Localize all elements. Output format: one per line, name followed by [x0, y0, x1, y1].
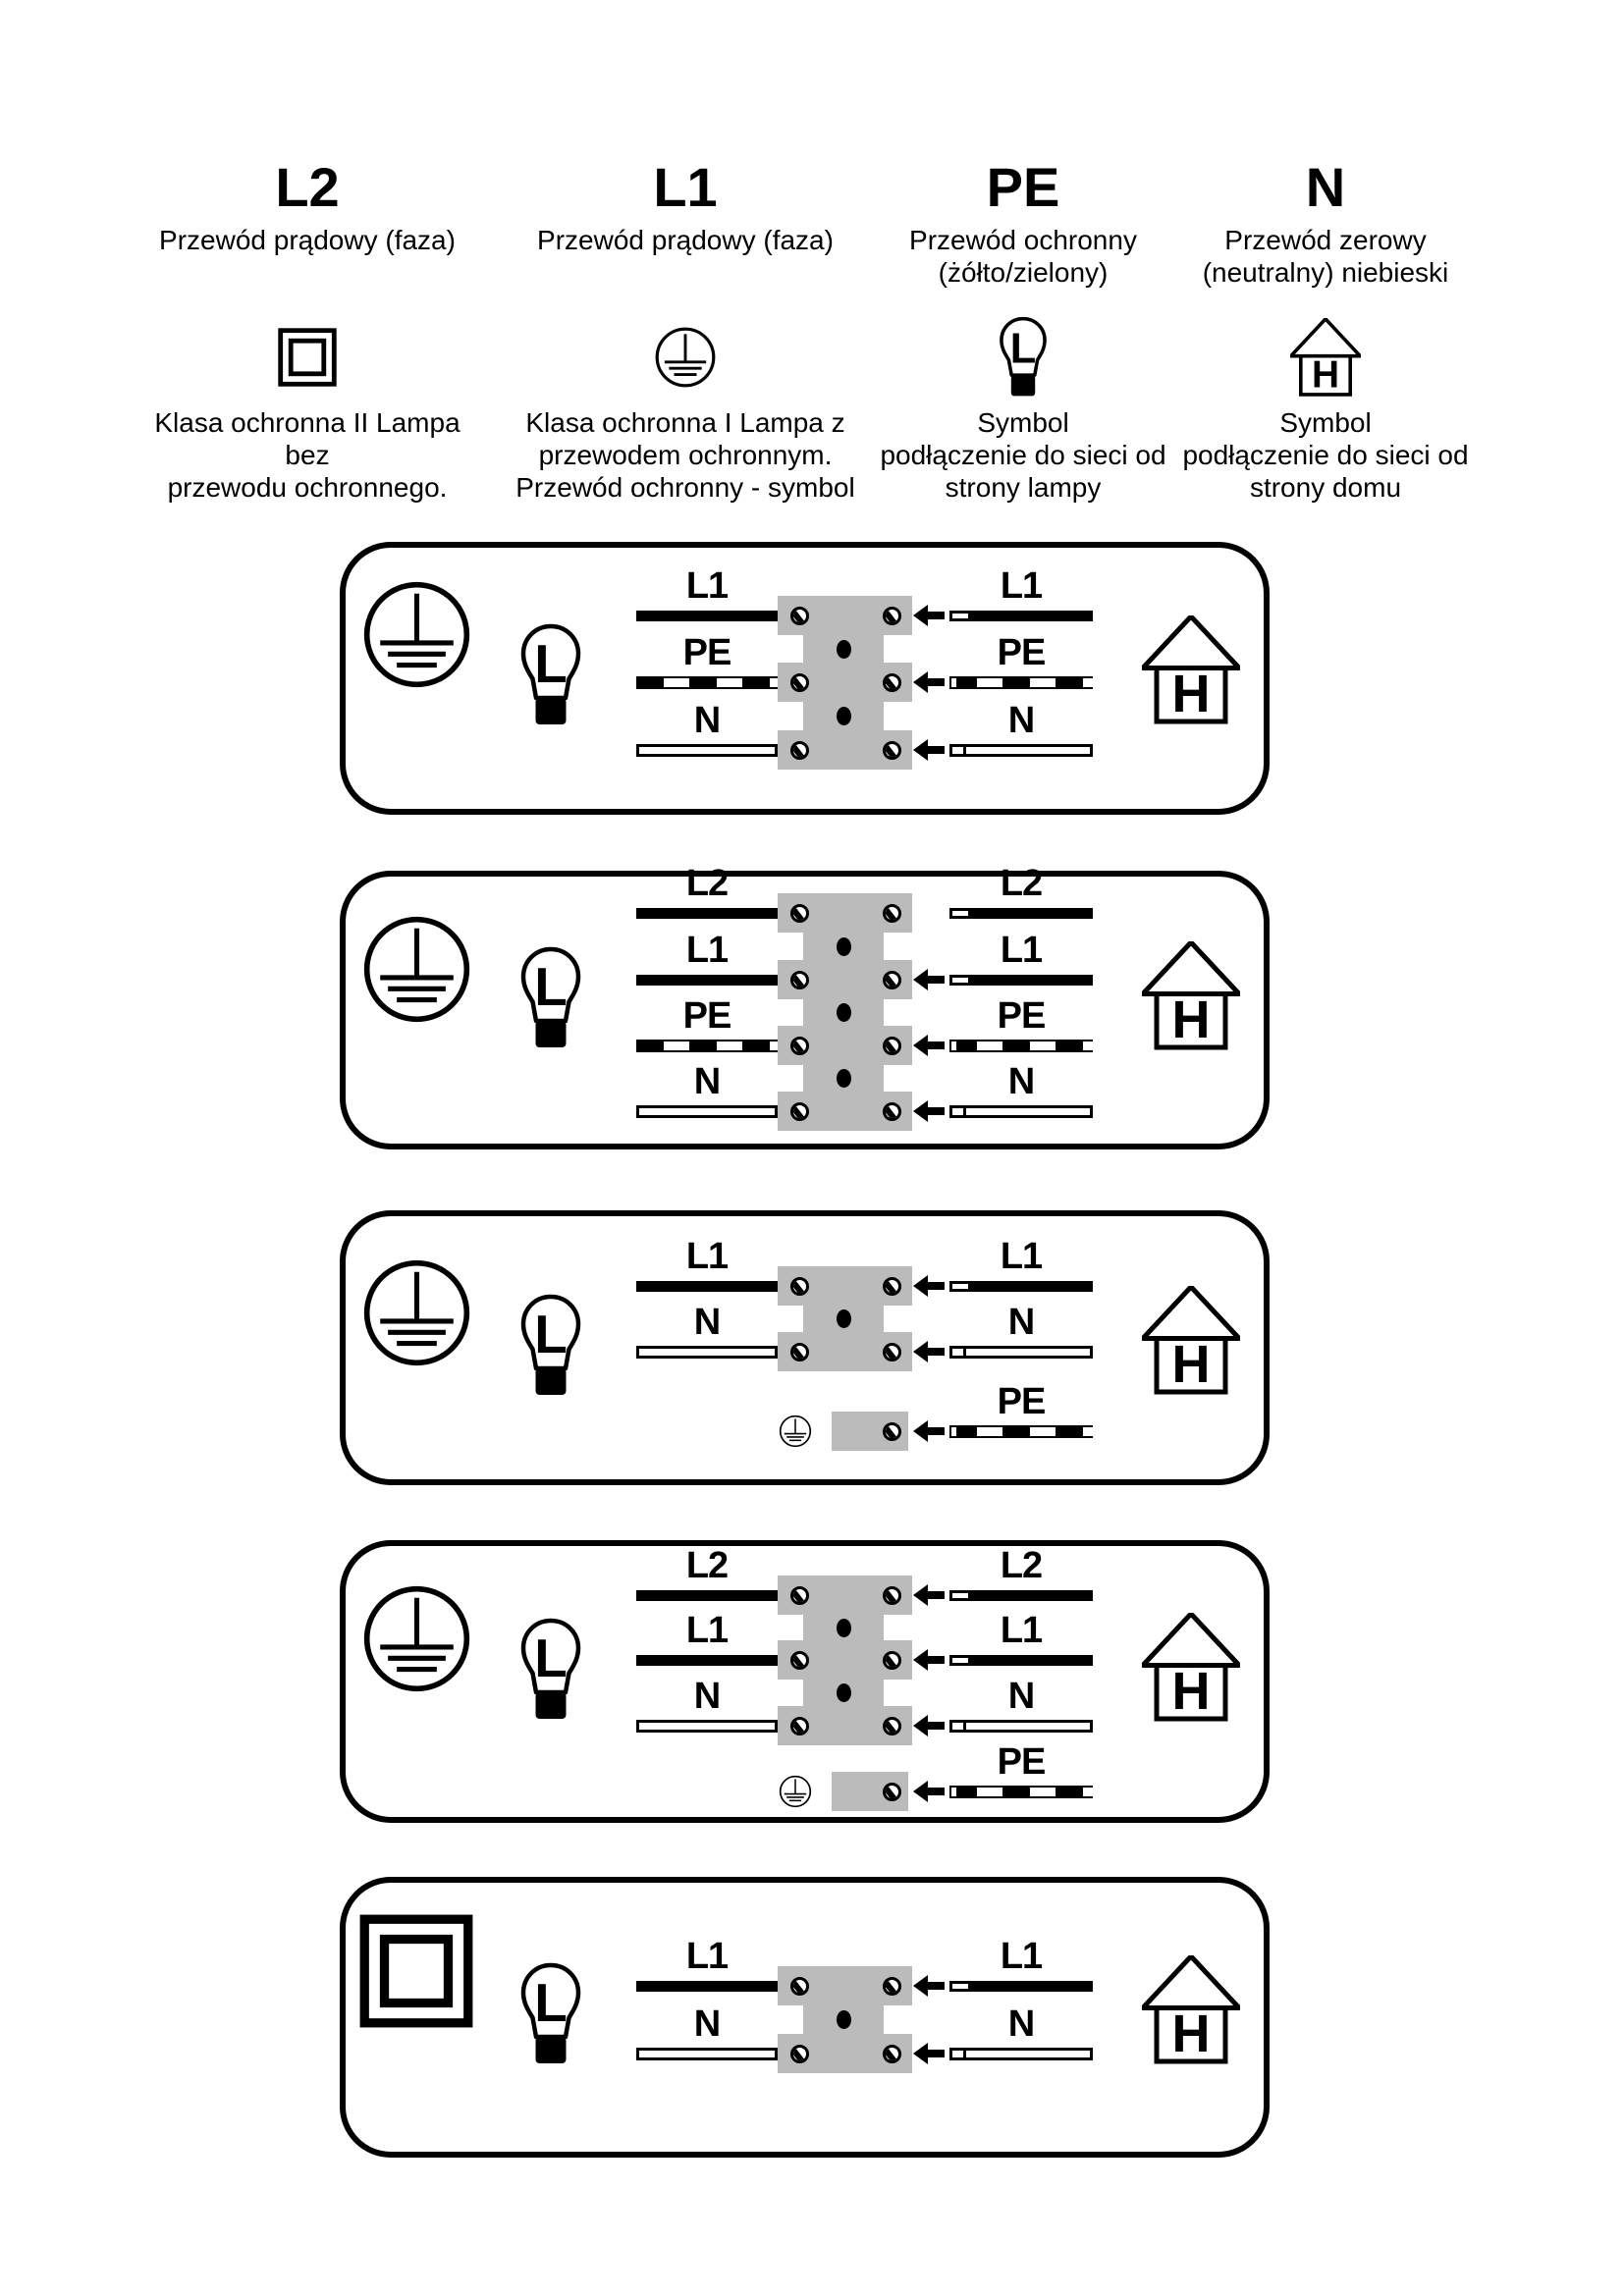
arrow-left-icon	[913, 1274, 945, 1298]
wire-label-n-house-side: N	[1007, 2003, 1035, 2045]
house-icon	[1290, 318, 1361, 398]
wire-pe-right	[949, 1786, 1093, 1798]
class2-square-icon	[359, 1914, 473, 2028]
wire-label-n-house-side: N	[1007, 700, 1035, 741]
wiring-panel-2	[340, 863, 1270, 1149]
arrow-left-icon	[913, 738, 945, 762]
wire-tip-divider	[963, 1346, 966, 1359]
arrow-left-icon	[913, 968, 945, 991]
screw-icon	[883, 1651, 901, 1670]
legend-code: N	[1305, 156, 1346, 218]
house-icon	[1142, 941, 1240, 1051]
legend-caption-line: Klasa ochronna II Lampa bez	[154, 407, 460, 470]
wire-tip-divider	[963, 2048, 966, 2060]
legend-code: PE	[986, 156, 1060, 218]
arrow-left-icon	[913, 604, 945, 627]
legend-description	[846, 224, 1200, 289]
wire-l1-left	[636, 1655, 778, 1666]
wire-n-left	[636, 1105, 778, 1118]
wire-l1-left	[636, 1281, 778, 1292]
wire-label-n-lamp-side: N	[693, 1676, 721, 1717]
wire-stripped-tip	[949, 1786, 958, 1798]
wire-n-left	[636, 744, 778, 757]
junction-dot	[837, 1619, 851, 1637]
screw-icon	[790, 1717, 809, 1735]
wire-label-n-house-side: N	[1007, 1676, 1035, 1717]
wire-n-right	[949, 2048, 1093, 2060]
wire-label-n-lamp-side: N	[693, 2003, 721, 2045]
lamp-letter: L	[534, 1972, 568, 2033]
screw-icon	[790, 1102, 809, 1121]
earth-ground-icon	[654, 326, 717, 389]
lamp-side-symbol	[518, 1962, 583, 2071]
lamp-icon	[518, 1962, 583, 2066]
wire-stripped-tip	[949, 676, 958, 689]
wire-stripped-tip	[949, 611, 971, 621]
legend-caption-line: Klasa ochronna I Lampa z	[525, 407, 845, 438]
screw-icon	[790, 741, 809, 760]
house-side-symbol	[1142, 615, 1240, 730]
screw-icon	[883, 1717, 901, 1735]
wire-l1-right	[949, 1281, 1093, 1292]
legend-description-line: Przewód zerowy	[1224, 225, 1427, 255]
wire-l1-right	[949, 975, 1093, 986]
wire-label-l1-house-side: L1	[1000, 1610, 1043, 1651]
legend-description	[1149, 224, 1502, 289]
wire-label-n-lamp-side: N	[693, 1302, 721, 1343]
house-side-symbol	[1142, 1955, 1240, 2070]
earth-ground-icon	[361, 579, 472, 690]
house-icon	[1142, 1613, 1240, 1723]
arrow-left-icon	[913, 1648, 945, 1672]
wire-tip-divider	[963, 1720, 966, 1733]
screw-icon	[790, 971, 809, 989]
wire-stripped-tip	[949, 1981, 971, 1992]
legend-description	[509, 224, 862, 256]
screw-icon	[883, 1037, 901, 1055]
wire-label-l2-house-side: L2	[1000, 1545, 1043, 1586]
arrow-left-icon	[913, 1034, 945, 1057]
arrow-left-icon	[913, 1780, 945, 1803]
wire-label-pe-lamp-side: PE	[682, 995, 731, 1037]
lamp-side-symbol	[518, 946, 583, 1055]
arrow-left-icon	[913, 1419, 945, 1443]
wire-pe-right	[949, 1425, 1093, 1438]
house-letter: H	[1171, 1335, 1211, 1394]
protection-class-symbol	[361, 1583, 472, 1699]
lamp-icon	[998, 316, 1049, 399]
wire-pe-left	[636, 676, 778, 689]
wire-l2-right	[949, 908, 1093, 919]
lamp-letter: L	[534, 956, 568, 1017]
wire-label-l1-lamp-side: L1	[685, 1236, 729, 1277]
class2-square-icon	[278, 328, 337, 387]
wire-label-l1-lamp-side: L1	[685, 1610, 729, 1651]
wire-stripped-tip	[949, 1655, 971, 1666]
legend-icon-slot	[846, 291, 1200, 424]
screw-icon	[883, 1277, 901, 1296]
screw-icon	[883, 1102, 901, 1121]
wire-label-pe-house-side: PE	[997, 1741, 1046, 1783]
wire-l2-right	[949, 1590, 1093, 1601]
house-icon	[1142, 1955, 1240, 2065]
wire-label-l1-lamp-side: L1	[685, 565, 729, 607]
legend-description-line: Przewód ochronny	[909, 225, 1137, 255]
wire-l1-right	[949, 1655, 1093, 1666]
legend-caption	[846, 406, 1200, 504]
arrow-left-icon	[913, 1099, 945, 1123]
screw-icon	[790, 1651, 809, 1670]
wire-label-l2-house-side: L2	[1000, 863, 1043, 904]
legend-caption-line: strony lampy	[945, 472, 1102, 503]
wire-n-right	[949, 1105, 1093, 1118]
legend-description-line: (neutralny) niebieski	[1202, 257, 1449, 288]
screw-icon	[790, 904, 809, 923]
legend-caption-line: przewodu ochronnego.	[167, 472, 448, 503]
house-side-symbol	[1142, 941, 1240, 1056]
legend-caption-line: podłączenie do sieci od	[1182, 440, 1469, 470]
house-letter: H	[1171, 1662, 1211, 1721]
junction-dot	[837, 1069, 851, 1088]
wiring-panel-5	[340, 1877, 1270, 2158]
legend-caption	[131, 406, 484, 504]
wire-label-pe-house-side: PE	[997, 995, 1046, 1037]
legend-column-n	[1149, 156, 1502, 503]
lamp-side-symbol	[518, 1294, 583, 1403]
wire-l1-left	[636, 975, 778, 986]
wire-label-l1-house-side: L1	[1000, 1936, 1043, 1977]
legend-caption-line: Symbol	[1279, 407, 1372, 438]
house-icon	[1142, 1286, 1240, 1396]
lamp-letter: L	[534, 1628, 568, 1688]
house-side-symbol	[1142, 1613, 1240, 1728]
wire-label-n-lamp-side: N	[693, 700, 721, 741]
legend-code: L2	[275, 156, 340, 218]
screw-icon	[883, 1977, 901, 1996]
lamp-side-symbol	[518, 623, 583, 732]
protection-class-symbol	[361, 1257, 472, 1373]
legend-description	[131, 224, 484, 256]
screw-icon	[790, 1277, 809, 1296]
wire-l2-left	[636, 1590, 778, 1601]
arrow-left-icon	[913, 2042, 945, 2065]
junction-dot	[837, 707, 851, 725]
wire-stripped-tip	[949, 1040, 958, 1052]
lamp-icon	[518, 946, 583, 1050]
screw-icon	[883, 971, 901, 989]
house-letter: H	[1171, 2004, 1211, 2063]
wire-l1-right	[949, 1981, 1093, 1992]
screw-icon	[883, 2045, 901, 2063]
screw-icon	[883, 607, 901, 625]
junction-dot	[837, 1683, 851, 1702]
arrow-left-icon	[913, 1714, 945, 1737]
house-letter: H	[1171, 990, 1211, 1049]
legend-caption	[509, 406, 862, 504]
wiring-panel-3	[340, 1210, 1270, 1485]
junction-dot	[837, 640, 851, 659]
legend-caption-line: strony domu	[1249, 472, 1402, 503]
wire-pe-right	[949, 676, 1093, 689]
wire-n-left	[636, 1346, 778, 1359]
legend-caption	[1149, 406, 1502, 504]
wire-stripped-tip	[949, 908, 971, 919]
wire-label-n-house-side: N	[1007, 1061, 1035, 1102]
wiring-panel-1	[340, 542, 1270, 815]
wire-pe-right	[949, 1040, 1093, 1052]
junction-dot	[837, 2010, 851, 2029]
wire-label-pe-house-side: PE	[997, 1381, 1046, 1422]
legend-icon-slot	[131, 291, 484, 424]
screw-icon	[790, 607, 809, 625]
house-icon	[1142, 615, 1240, 725]
legend-icon-slot	[509, 291, 862, 424]
screw-icon	[790, 1343, 809, 1362]
legend-description-line: (żółto/zielony)	[938, 257, 1109, 288]
wire-tip-divider	[963, 1105, 966, 1118]
legend-column-l2	[131, 156, 484, 503]
wire-label-l1-house-side: L1	[1000, 565, 1043, 607]
protection-class-symbol	[359, 1914, 473, 2033]
earth-ground-mini	[779, 1775, 812, 1813]
wire-pe-left	[636, 1040, 778, 1052]
house-side-symbol	[1142, 1286, 1240, 1401]
wiring-panel-4	[340, 1540, 1270, 1823]
arrow-left-icon	[913, 1340, 945, 1363]
wire-stripped-tip	[949, 1590, 971, 1601]
earth-ground-icon	[779, 1775, 812, 1808]
wire-l1-left	[636, 611, 778, 621]
protection-class-symbol	[361, 579, 472, 695]
earth-ground-icon	[361, 1583, 472, 1694]
wire-n-left	[636, 1720, 778, 1733]
screw-icon	[790, 1586, 809, 1605]
arrow-left-icon	[913, 670, 945, 694]
wire-l1-left	[636, 1981, 778, 1992]
wire-n-right	[949, 744, 1093, 757]
wire-tip-divider	[963, 744, 966, 757]
screw-icon	[883, 1586, 901, 1605]
legend-caption-line: przewodem ochronnym.	[538, 440, 833, 470]
wire-label-n-lamp-side: N	[693, 1061, 721, 1102]
earth-ground-icon	[361, 914, 472, 1025]
wire-stripped-tip	[949, 975, 971, 986]
wire-label-l2-lamp-side: L2	[685, 863, 729, 904]
protection-class-symbol	[361, 914, 472, 1030]
wire-label-l1-lamp-side: L1	[685, 1936, 729, 1977]
wire-stripped-tip	[949, 1281, 971, 1292]
lamp-icon	[518, 623, 583, 727]
screw-icon	[790, 1037, 809, 1055]
legend-caption-line: Przewód ochronny - symbol	[515, 472, 855, 503]
wire-l2-left	[636, 908, 778, 919]
screw-icon	[883, 1783, 901, 1801]
screw-icon	[883, 741, 901, 760]
screw-icon	[883, 1422, 901, 1441]
legend-caption-line: podłączenie do sieci od	[880, 440, 1166, 470]
lamp-letter: L	[1009, 325, 1037, 373]
legend-code: L1	[653, 156, 718, 218]
wire-label-l1-house-side: L1	[1000, 1236, 1043, 1277]
screw-icon	[883, 904, 901, 923]
arrow-left-icon	[913, 1583, 945, 1607]
wire-label-l2-lamp-side: L2	[685, 1545, 729, 1586]
house-letter: H	[1311, 353, 1340, 397]
junction-dot	[837, 1309, 851, 1328]
legend-description-line: Przewód prądowy (faza)	[537, 225, 834, 255]
lamp-side-symbol	[518, 1618, 583, 1727]
screw-icon	[883, 673, 901, 692]
wire-label-l1-lamp-side: L1	[685, 930, 729, 971]
wire-l1-right	[949, 611, 1093, 621]
wire-n-right	[949, 1720, 1093, 1733]
lamp-letter: L	[534, 633, 568, 694]
junction-dot	[837, 937, 851, 956]
wire-label-pe-house-side: PE	[997, 632, 1046, 673]
earth-ground-icon	[779, 1415, 812, 1448]
legend-caption-line: Symbol	[977, 407, 1069, 438]
wire-n-right	[949, 1346, 1093, 1359]
wire-label-l1-house-side: L1	[1000, 930, 1043, 971]
junction-dot	[837, 1003, 851, 1022]
lamp-icon	[518, 1618, 583, 1722]
screw-icon	[790, 2045, 809, 2063]
screw-icon	[790, 673, 809, 692]
arrow-left-icon	[913, 1974, 945, 1998]
legend-description-line: Przewód prądowy (faza)	[159, 225, 456, 255]
lamp-letter: L	[534, 1304, 568, 1364]
wire-label-pe-lamp-side: PE	[682, 632, 731, 673]
wire-n-left	[636, 2048, 778, 2060]
wire-label-n-house-side: N	[1007, 1302, 1035, 1343]
house-letter: H	[1171, 665, 1211, 723]
lamp-icon	[518, 1294, 583, 1398]
wire-stripped-tip	[949, 1425, 958, 1438]
screw-icon	[883, 1343, 901, 1362]
legend-column-l1	[509, 156, 862, 503]
earth-ground-icon	[361, 1257, 472, 1368]
legend-icon-slot	[1149, 291, 1502, 424]
legend-column-pe	[846, 156, 1200, 503]
earth-ground-mini	[779, 1415, 812, 1453]
screw-icon	[790, 1977, 809, 1996]
